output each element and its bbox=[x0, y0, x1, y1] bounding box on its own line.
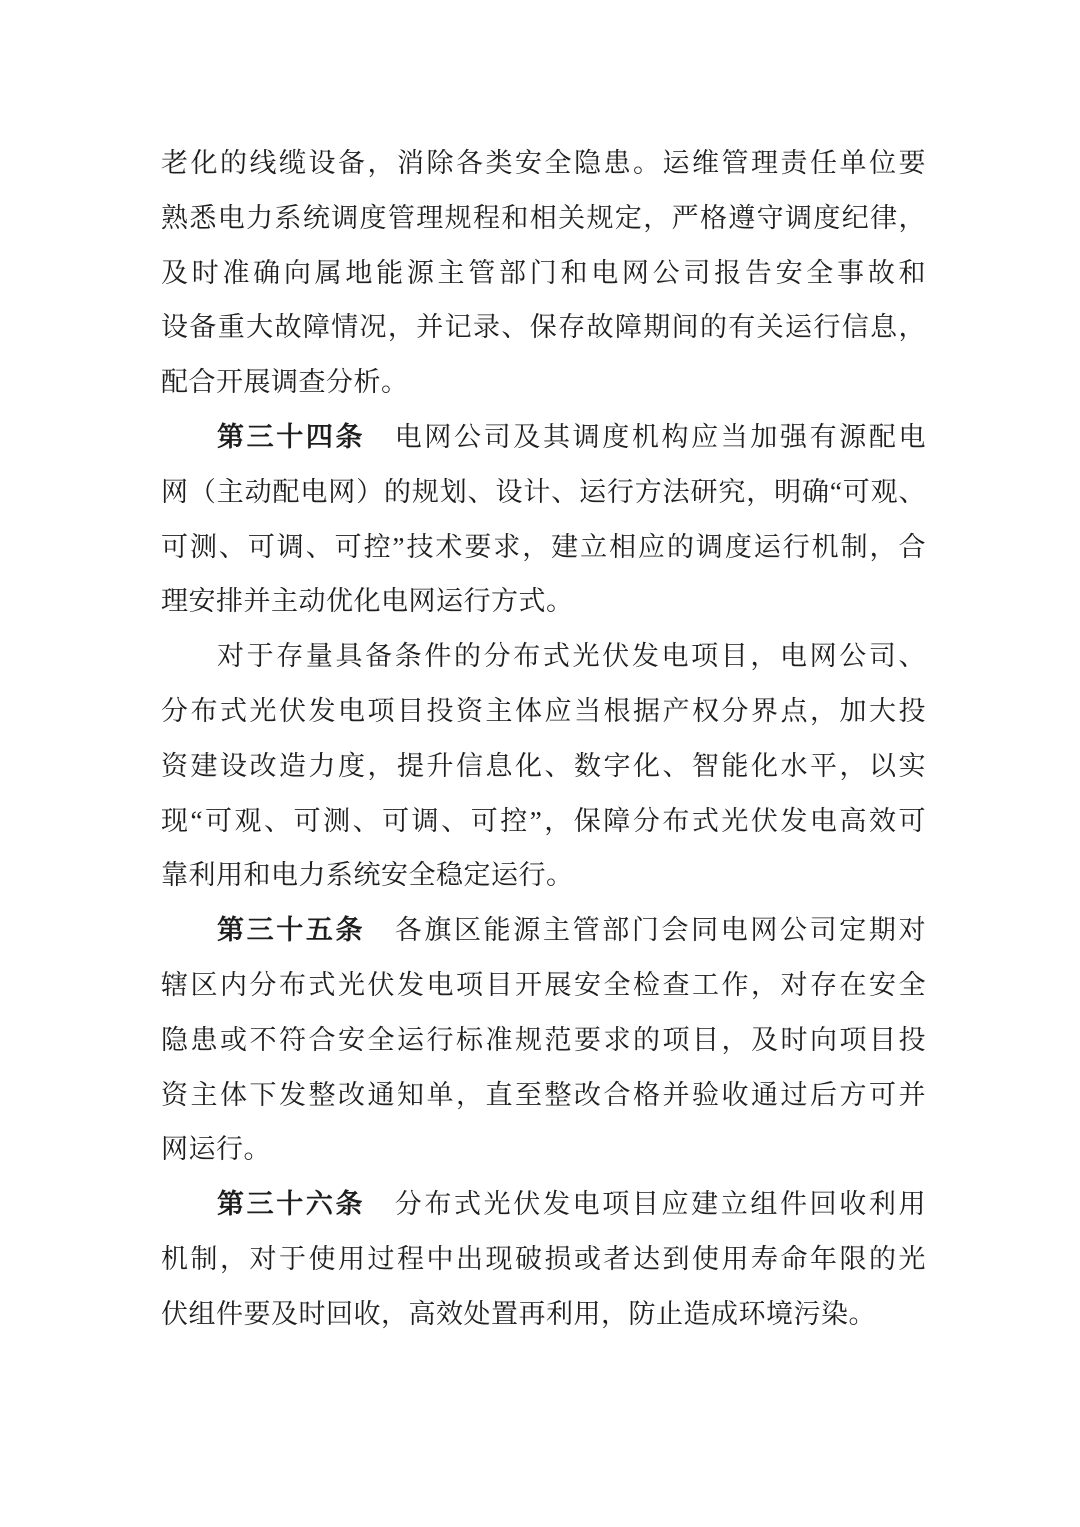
text-line: 伏组件要及时回收，高效处置再利用，防止造成环境污染。 bbox=[161, 1298, 876, 1329]
text-line: 网（主动配电网）的规划、设计、运行方法研究，明确“可观、 bbox=[161, 476, 926, 507]
text-line: 理安排并主动优化电网运行方式。 bbox=[161, 586, 574, 617]
text-line: 靠利用和电力系统安全稳定运行。 bbox=[161, 860, 574, 891]
text-column bbox=[161, 136, 926, 1342]
text-line: 隐患或不符合安全运行标准规范要求的项目，及时向项目投 bbox=[161, 1024, 926, 1055]
text-line: 现“可观、可测、可调、可控”，保障分布式光伏发电高效可 bbox=[161, 805, 926, 836]
article-number: 第三十六条 bbox=[217, 1189, 366, 1220]
text-line: 第三十四条 电网公司及其调度机构应当加强有源配电 bbox=[217, 421, 927, 452]
text-line: 熟悉电力系统调度管理规程和相关规定，严格遵守调度纪律， bbox=[161, 202, 926, 233]
text-line: 资建设改造力度，提升信息化、数字化、智能化水平，以实 bbox=[161, 750, 926, 781]
text-line: 第三十六条 分布式光伏发电项目应建立组件回收利用 bbox=[217, 1189, 927, 1220]
text-line: 网运行。 bbox=[161, 1134, 271, 1165]
text-line: 分布式光伏发电项目投资主体应当根据产权分界点，加大投 bbox=[161, 695, 926, 726]
text-line: 配合开展调查分析。 bbox=[161, 367, 409, 398]
text-line: 对于存量具备条件的分布式光伏发电项目，电网公司、 bbox=[217, 641, 926, 672]
text-line: 辖区内分布式光伏发电项目开展安全检查工作，对存在安全 bbox=[161, 969, 926, 1000]
article-number: 第三十四条 bbox=[217, 421, 366, 452]
text-line: 资主体下发整改通知单，直至整改合格并验收通过后方可并 bbox=[161, 1079, 926, 1110]
text-line: 设备重大故障情况，并记录、保存故障期间的有关运行信息， bbox=[161, 312, 926, 343]
text-line: 机制，对于使用过程中出现破损或者达到使用寿命年限的光 bbox=[161, 1243, 926, 1274]
text-line: 可测、可调、可控”技术要求，建立相应的调度运行机制，合 bbox=[161, 531, 926, 562]
text-line: 第三十五条 各旗区能源主管部门会同电网公司定期对 bbox=[217, 915, 927, 946]
article-number: 第三十五条 bbox=[217, 915, 366, 946]
text-line: 老化的线缆设备，消除各类安全隐患。运维管理责任单位要 bbox=[161, 148, 926, 178]
text-line: 及时准确向属地能源主管部门和电网公司报告安全事故和 bbox=[161, 257, 926, 288]
